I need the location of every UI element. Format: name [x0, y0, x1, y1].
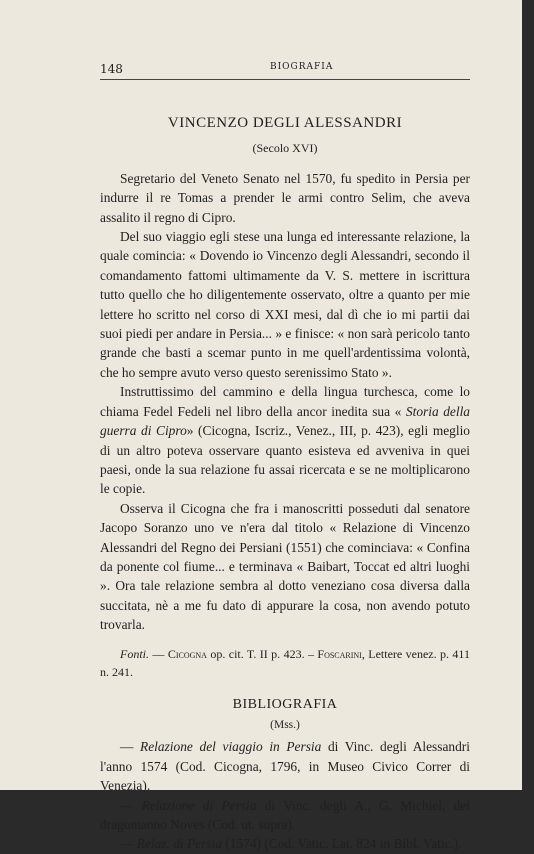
paragraph-3 — [100, 382, 470, 498]
bib-item-title: Relazione del viaggio in Persia — [140, 739, 322, 755]
bib-dash: — — [120, 797, 142, 813]
sources-label: Fonti. — [120, 646, 149, 661]
bib-item-title: Relaz. di Persia — [136, 836, 222, 852]
bibliography-item — [100, 796, 470, 835]
bibliography-item — [100, 737, 470, 795]
running-head: BIOGRAFIA — [270, 62, 334, 72]
bib-item-rest: di Vinc. degli Alessandri l'anno 1574 (Cod. Cicogna, 1796, in Museo Civico Correr di Venezia). — [100, 739, 470, 794]
sources-note — [100, 645, 470, 681]
entry-subtitle: (Secolo XVI) — [252, 141, 318, 156]
sources-ref-2: , Lettere venez. p. 411 n. 241. — [100, 646, 470, 679]
page-number: 148 — [100, 62, 123, 76]
bibliography-item — [100, 834, 470, 853]
header-rule — [100, 79, 470, 80]
bib-dash: — — [120, 836, 137, 852]
sources-author-1: Cicogna — [167, 646, 207, 661]
sources-author-2: Foscarini — [317, 646, 362, 661]
bibliography-subtitle: (Mss.) — [270, 718, 300, 731]
bib-dash: — — [120, 739, 141, 755]
sources-sep: — — [149, 646, 168, 661]
sources-ref-1: op. cit. T. II p. 423. – — [206, 646, 318, 661]
paragraph-4: Osserva il Cicogna che fra i manoscritti posseduti dal senatore Jacopo Soranzo uno ve n'era dal titolo « Relazione di Vincenzo Alessandri del Regno dei Persiani (1551) che cominciava: « Confina da ponente col fiume... e terminava « Baibart, Toccat ed altri luoghi ». Ora tale relazione sembra al dotto veneziano cosa diversa dalla succitata, nè a me fu dato di appurare la cosa, non avendo potuto trovarla. — [100, 500, 470, 633]
paragraph-3-text-b: » (Cicogna, Iscriz., Venez., III, p. 423), egli meglio di un altro poteva osservare quanto esisteva ed avveniva in quei paesi, onde la sua relazione fu assai ricercata e se ne moltiplicarono le copie. — [100, 423, 471, 497]
bib-item-title: Relazione di Persia — [141, 797, 257, 813]
paragraph-3-book-title: Storia della guerra di Cipro — [100, 403, 470, 439]
page-content — [100, 108, 470, 854]
paragraph-2: Del suo viaggio egli stese una lunga ed interessante relazione, la quale comincia: « Dovendo io Vincenzo degli Alessandri, secondo il comandamento fattomi ultimamente da V. S. mettere in iscrittura tutto quello che ho diligentemente osservato, oltre a quanto per mie lettere ho scritto nel corso di XXI mesi, dal dì che io mi partii dai suoi piedi per andare in Persia... » e finisce: « non sarà pericolo tanto grande che basti a scemar punto in me quell'ardentissima volontà, che ho sempre avuto verso questo serenissimo Stato ». — [100, 229, 470, 380]
bibliography-title: BIBLIOGRAFIA — [232, 696, 338, 712]
entry-title: VINCENZO DEGLI ALESSANDRI — [167, 115, 403, 131]
bib-item-rest: (1574) (Cod. Vatic. Lat. 824 in Bibl. Vatic.). — [221, 836, 462, 852]
paragraph-3-text-a: Instruttissimo del cammino e della lingua turchesca, come lo chiama Fedel Fedeli nel libro della ancor inedita sua « — [100, 384, 470, 419]
paragraph-1: Segretario del Veneto Senato nel 1570, fu spedito in Persia per indurre il re Tomas a prender le armi contro Selim, che aveva assalito il regno di Cipro. — [100, 170, 470, 225]
bib-item-rest: di Vinc. degli A., G. Michiel, del dragomanno Noves (Cod. ut. supra). — [100, 797, 470, 832]
